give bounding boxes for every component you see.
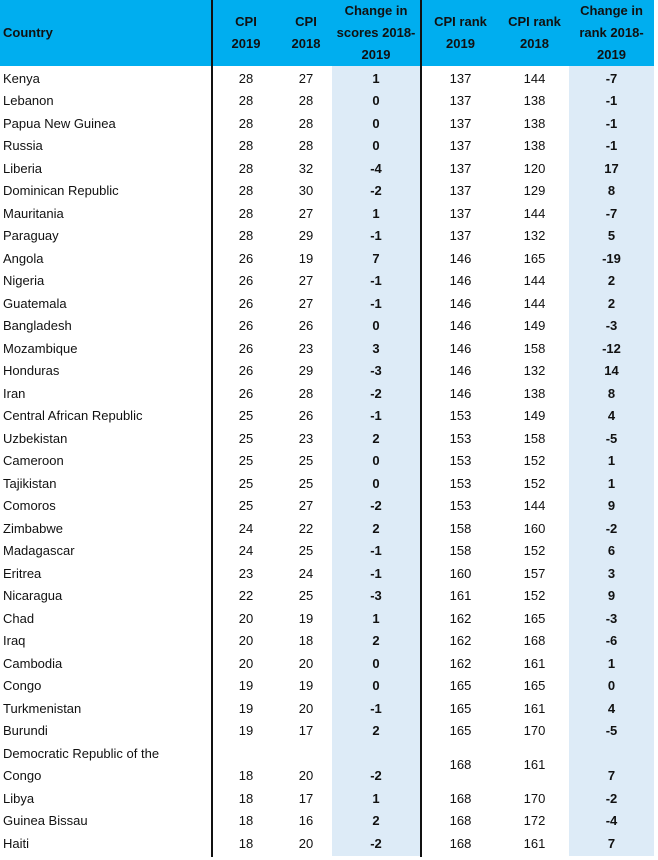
header-change-rank: Change in rank 2018- 2019 xyxy=(579,3,644,62)
cell-change-rank: 3 xyxy=(607,565,616,581)
cell-rank-2018: 165 xyxy=(523,678,546,694)
cell-cpi-2018: 27 xyxy=(298,205,314,221)
cell-cpi-2019: 26 xyxy=(238,385,254,401)
cell-country: Haiti xyxy=(3,835,30,851)
cell-rank-2018: 129 xyxy=(523,183,546,199)
cell-rank-2019: 137 xyxy=(449,70,472,86)
cell-change-scores: 1 xyxy=(372,205,380,221)
cell-rank-2018: 170 xyxy=(523,723,546,739)
cell-cpi-2019: 18 xyxy=(238,813,254,829)
table-row xyxy=(0,428,654,451)
cell-country: Iraq xyxy=(3,633,26,649)
cell-change-scores: -2 xyxy=(370,835,382,851)
cell-cpi-2019: 20 xyxy=(238,655,254,671)
cell-rank-2019: 153 xyxy=(449,475,472,491)
cell-cpi-2019: 26 xyxy=(238,295,254,311)
cell-cpi-2019: 18 xyxy=(238,835,254,851)
header-change-scores: Change in scores 2018- 2019 xyxy=(336,3,416,62)
cell-rank-2019: 146 xyxy=(449,385,472,401)
cell-country: Central African Republic xyxy=(3,408,143,424)
cell-cpi-2018: 29 xyxy=(298,228,314,244)
table-row xyxy=(0,698,654,721)
cell-change-rank: 8 xyxy=(607,183,616,199)
cell-rank-2019: 137 xyxy=(449,138,472,154)
cell-country: Cambodia xyxy=(3,655,63,671)
cell-rank-2019: 165 xyxy=(449,678,472,694)
cell-cpi-2019: 23 xyxy=(238,565,254,581)
cell-cpi-2019: 20 xyxy=(238,633,254,649)
cell-country: Kenya xyxy=(3,70,40,86)
cell-rank-2018: 161 xyxy=(523,757,546,772)
cell-change-rank: 1 xyxy=(607,475,616,491)
cell-change-rank: 17 xyxy=(604,160,619,176)
cell-cpi-2018: 20 xyxy=(298,655,314,671)
cell-country: Bangladesh xyxy=(3,318,72,334)
cell-country: Uzbekistan xyxy=(3,430,68,446)
cell-rank-2019: 162 xyxy=(449,610,472,626)
cell-change-scores: -1 xyxy=(370,565,382,581)
cell-cpi-2019: 19 xyxy=(238,678,254,694)
cell-change-scores: -1 xyxy=(370,273,382,289)
table-row xyxy=(0,563,654,586)
cell-country: Liberia xyxy=(3,160,43,176)
table-row xyxy=(0,203,654,226)
cell-rank-2019: 153 xyxy=(449,408,472,424)
cell-cpi-2018: 16 xyxy=(298,813,314,829)
cell-rank-2019: 137 xyxy=(449,93,472,109)
cell-change-scores: -2 xyxy=(370,498,382,514)
cell-country: Chad xyxy=(3,610,35,626)
cell-change-rank: 14 xyxy=(604,363,619,379)
cell-change-scores: 3 xyxy=(372,340,380,356)
table-row xyxy=(0,90,654,113)
cell-change-scores: 1 xyxy=(372,70,380,86)
cell-change-rank: 7 xyxy=(607,835,616,851)
cell-change-scores: 2 xyxy=(372,430,380,446)
cell-country: Cameroon xyxy=(3,453,64,469)
cell-rank-2019: 153 xyxy=(449,430,472,446)
cell-change-rank-value: 7 xyxy=(607,768,616,784)
cell-cpi-2019: 26 xyxy=(238,273,254,289)
cell-change-rank: -3 xyxy=(605,318,618,334)
cell-country: Lebanon xyxy=(3,93,54,109)
cell-cpi-2018: 28 xyxy=(298,115,314,131)
cell-change-scores: -1 xyxy=(370,543,382,559)
cell-country: Eritrea xyxy=(3,565,42,581)
cell-rank-2019: 158 xyxy=(449,543,472,559)
cell-cpi-2018: 32 xyxy=(298,160,314,176)
cell-change-rank: -2 xyxy=(605,790,618,806)
cell-cpi-2019: 28 xyxy=(238,138,254,154)
cell-cpi-2018: 22 xyxy=(298,520,314,536)
cell-cpi-2018: 18 xyxy=(298,633,314,649)
cell-rank-2018: 144 xyxy=(523,498,546,514)
cell-rank-2019: 137 xyxy=(449,115,472,131)
cell-change-rank: -1 xyxy=(605,138,618,154)
cell-rank-2018: 158 xyxy=(523,340,546,356)
cell-change-scores: -3 xyxy=(370,363,382,379)
cell-rank-2018: 158 xyxy=(523,430,546,446)
cell-cpi-2018: 19 xyxy=(298,678,314,694)
table-row xyxy=(0,270,654,293)
cell-rank-2018: 144 xyxy=(523,205,546,221)
cell-cpi-2018: 26 xyxy=(298,408,314,424)
cell-cpi-2019: 28 xyxy=(238,115,254,131)
table-row xyxy=(0,495,654,518)
cell-cpi-2019: 28 xyxy=(238,70,254,86)
cell-rank-2018: 152 xyxy=(523,543,546,559)
cell-change-scores xyxy=(332,743,420,788)
cell-change-scores: 0 xyxy=(372,453,380,469)
table-row xyxy=(0,743,654,788)
cell-cpi-2019: 28 xyxy=(238,160,254,176)
table-row xyxy=(0,540,654,563)
cell-cpi-2019: 26 xyxy=(238,318,254,334)
cell-rank-2019: 168 xyxy=(449,813,472,829)
table-row xyxy=(0,833,654,856)
cell-cpi-2019: 25 xyxy=(238,408,254,424)
cell-cpi-2019: 28 xyxy=(238,93,254,109)
cell-rank-2018: 170 xyxy=(523,790,546,806)
cell-change-scores: 0 xyxy=(372,138,380,154)
cell-rank-2018: 149 xyxy=(523,318,546,334)
cell-rank-2018: 149 xyxy=(523,408,546,424)
table-row xyxy=(0,630,654,653)
cell-change-scores: 1 xyxy=(372,790,380,806)
cell-change-scores: 7 xyxy=(372,250,380,266)
cell-rank-2019: 162 xyxy=(449,633,472,649)
cell-cpi-2019 xyxy=(212,743,280,788)
cell-change-rank: 5 xyxy=(607,228,616,244)
cell-rank-2019: 146 xyxy=(449,295,472,311)
cell-country: Congo xyxy=(3,678,42,694)
cell-rank-2019: 160 xyxy=(449,565,472,581)
cell-change-rank: 2 xyxy=(607,273,616,289)
cell-rank-2019: 165 xyxy=(449,723,472,739)
cell-rank-2018: 152 xyxy=(523,588,546,604)
cell-rank-2018: 138 xyxy=(523,115,546,131)
cell-change-scores: 2 xyxy=(372,813,380,829)
cell-country: Paraguay xyxy=(3,228,59,244)
cell-country: Tajikistan xyxy=(3,475,57,491)
cell-rank-2019: 146 xyxy=(449,273,472,289)
cell-cpi-2018: 25 xyxy=(298,588,314,604)
cell-change-rank: 4 xyxy=(607,700,616,716)
cell-cpi-2018: 27 xyxy=(298,273,314,289)
cell-cpi-2019: 19 xyxy=(238,723,254,739)
cell-cpi-2018: 17 xyxy=(298,723,314,739)
column-divider xyxy=(420,0,422,857)
table-row xyxy=(0,810,654,833)
cell-cpi-2019: 22 xyxy=(238,588,254,604)
table-row xyxy=(0,450,654,473)
cell-change-rank: 2 xyxy=(607,295,616,311)
table-row xyxy=(0,135,654,158)
cell-change-scores: 0 xyxy=(372,655,380,671)
cell-rank-2018: 120 xyxy=(523,160,546,176)
cell-rank-2019: 153 xyxy=(449,453,472,469)
table-row xyxy=(0,473,654,496)
cell-rank-2019: 153 xyxy=(449,498,472,514)
cell-rank-2019: 168 xyxy=(449,790,472,806)
cell-rank-2019: 137 xyxy=(449,183,472,199)
cell-change-rank: -3 xyxy=(605,610,618,626)
header-country: Country xyxy=(3,25,53,40)
cell-country: Honduras xyxy=(3,363,60,379)
cell-cpi-2019: 25 xyxy=(238,430,254,446)
table-row xyxy=(0,585,654,608)
cell-rank-2018: 144 xyxy=(523,273,546,289)
cell-country: Democratic Republic of the Congo xyxy=(3,745,160,784)
cell-cpi-2019: 19 xyxy=(238,700,254,716)
cell-change-scores: 2 xyxy=(372,723,380,739)
cell-cpi-2019-value: 18 xyxy=(238,768,254,784)
cell-change-rank: -4 xyxy=(605,813,618,829)
cell-rank-2019: 146 xyxy=(449,363,472,379)
cell-cpi-2018: 25 xyxy=(298,453,314,469)
cell-cpi-2019: 24 xyxy=(238,520,254,536)
table-row xyxy=(0,788,654,811)
cell-cpi-2018: 19 xyxy=(298,610,314,626)
cell-change-scores: -1 xyxy=(370,700,382,716)
cell-cpi-2018: 25 xyxy=(298,543,314,559)
cell-rank-2019: 168 xyxy=(449,835,472,851)
cell-change-scores: -2 xyxy=(370,183,382,199)
cell-change-scores: -3 xyxy=(370,588,382,604)
cell-rank-2019: 146 xyxy=(449,340,472,356)
cell-country: Mozambique xyxy=(3,340,78,356)
cell-change-rank: -6 xyxy=(605,633,618,649)
cell-country: Nigeria xyxy=(3,273,45,289)
cell-change-rank: 1 xyxy=(607,655,616,671)
table-row xyxy=(0,675,654,698)
cell-rank-2018: 165 xyxy=(523,610,546,626)
cell-cpi-2018: 28 xyxy=(298,138,314,154)
cell-rank-2018: 144 xyxy=(523,70,546,86)
cell-rank-2019: 146 xyxy=(449,250,472,266)
cell-cpi-2019: 26 xyxy=(238,250,254,266)
cell-cpi-2019: 26 xyxy=(238,363,254,379)
table-row xyxy=(0,653,654,676)
cell-rank-2019: 137 xyxy=(449,228,472,244)
cell-change-rank: 8 xyxy=(607,385,616,401)
table-row xyxy=(0,338,654,361)
table-row xyxy=(0,360,654,383)
cell-rank-2018: 152 xyxy=(523,453,546,469)
cell-rank-2019: 165 xyxy=(449,700,472,716)
cell-country: Zimbabwe xyxy=(3,520,63,536)
table-row xyxy=(0,608,654,631)
table-row xyxy=(0,248,654,271)
cell-rank-2019: 168 xyxy=(449,757,472,772)
cell-country: Papua New Guinea xyxy=(3,115,116,131)
cell-cpi-2019: 18 xyxy=(238,790,254,806)
cell-change-rank: -2 xyxy=(605,520,618,536)
header-rank-2019: CPI rank 2019 xyxy=(434,14,487,51)
cell-change-rank: 6 xyxy=(607,543,616,559)
cell-change-scores: 2 xyxy=(372,520,380,536)
cell-country: Comoros xyxy=(3,498,56,514)
column-divider xyxy=(211,0,213,857)
cell-country: Angola xyxy=(3,250,44,266)
cell-change-rank: -7 xyxy=(605,70,618,86)
cell-cpi-2018: 24 xyxy=(298,565,314,581)
cell-cpi-2018: 23 xyxy=(298,340,314,356)
cell-cpi-2018 xyxy=(280,743,332,788)
table-row xyxy=(0,180,654,203)
cell-change-scores: 0 xyxy=(372,318,380,334)
cell-change-scores: 0 xyxy=(372,475,380,491)
cell-rank-2019: 137 xyxy=(449,205,472,221)
cell-change-scores: 0 xyxy=(372,115,380,131)
cell-country: Burundi xyxy=(3,723,48,739)
cell-country: Nicaragua xyxy=(3,588,63,604)
cell-rank-2018: 144 xyxy=(523,295,546,311)
cell-change-rank xyxy=(569,743,654,788)
table-row xyxy=(0,225,654,248)
cell-change-rank: -5 xyxy=(605,723,618,739)
cell-cpi-2018: 20 xyxy=(298,835,314,851)
cell-rank-2019: 146 xyxy=(449,318,472,334)
cell-cpi-2018: 25 xyxy=(298,475,314,491)
cell-country: Mauritania xyxy=(3,205,64,221)
cell-cpi-2018: 27 xyxy=(298,498,314,514)
cell-change-scores: 0 xyxy=(372,93,380,109)
cell-rank-2018: 138 xyxy=(523,385,546,401)
cell-change-rank: -1 xyxy=(605,115,618,131)
cell-cpi-2019: 24 xyxy=(238,543,254,559)
cell-change-rank: 4 xyxy=(607,408,616,424)
cell-rank-2018: 172 xyxy=(523,813,546,829)
cell-change-scores: -1 xyxy=(370,295,382,311)
cell-change-rank: -5 xyxy=(605,430,618,446)
cell-rank-2019: 158 xyxy=(449,520,472,536)
cell-cpi-2018: 17 xyxy=(298,790,314,806)
cell-change-rank: -12 xyxy=(602,340,621,356)
table-row xyxy=(0,68,654,91)
table-header xyxy=(0,0,654,66)
cell-change-scores: 2 xyxy=(372,633,380,649)
table-row xyxy=(0,405,654,428)
table-row xyxy=(0,113,654,136)
cell-cpi-2019: 28 xyxy=(238,205,254,221)
cell-change-scores: 0 xyxy=(372,678,380,694)
cell-cpi-2019: 28 xyxy=(238,183,254,199)
cell-cpi-2019: 25 xyxy=(238,453,254,469)
header-cpi-2018: CPI 2018 xyxy=(291,14,321,51)
cell-cpi-2018: 27 xyxy=(298,70,314,86)
cell-change-scores: 1 xyxy=(372,610,380,626)
cell-rank-2018: 161 xyxy=(523,835,546,851)
cell-country: Russia xyxy=(3,138,43,154)
cell-cpi-2018: 28 xyxy=(298,385,314,401)
cell-country: Madagascar xyxy=(3,543,75,559)
cell-cpi-2018: 28 xyxy=(298,93,314,109)
cell-cpi-2018: 27 xyxy=(298,295,314,311)
cell-change-rank: -7 xyxy=(605,205,618,221)
cell-rank-2018: 132 xyxy=(523,363,546,379)
cell-rank-2018: 165 xyxy=(523,250,546,266)
cell-change-rank: 1 xyxy=(607,453,616,469)
cell-country: Libya xyxy=(3,790,35,806)
cell-change-scores: -1 xyxy=(370,408,382,424)
cell-cpi-2019: 28 xyxy=(238,228,254,244)
cell-change-rank: 9 xyxy=(607,498,616,514)
cell-rank-2018: 161 xyxy=(523,655,546,671)
cell-cpi-2018: 30 xyxy=(298,183,314,199)
cell-country: Iran xyxy=(3,385,26,401)
table-row xyxy=(0,518,654,541)
cell-cpi-2018: 23 xyxy=(298,430,314,446)
cell-cpi-2018: 29 xyxy=(298,363,314,379)
cell-rank-2019: 137 xyxy=(449,160,472,176)
cell-rank-2019: 161 xyxy=(449,588,472,604)
cell-change-rank: 9 xyxy=(607,588,616,604)
cell-cpi-2019: 25 xyxy=(238,498,254,514)
cell-rank-2019: 162 xyxy=(449,655,472,671)
cell-change-rank: -19 xyxy=(602,250,621,266)
table-row xyxy=(0,383,654,406)
table-row xyxy=(0,720,654,743)
cell-rank-2018: 161 xyxy=(523,700,546,716)
cell-cpi-2018: 26 xyxy=(298,318,314,334)
cell-change-scores: -4 xyxy=(370,160,382,176)
cell-cpi-2019: 25 xyxy=(238,475,254,491)
cell-rank-2018: 157 xyxy=(523,565,546,581)
cell-cpi-2018-value: 20 xyxy=(298,768,314,784)
cell-country: Guatemala xyxy=(3,295,67,311)
cell-rank-2018: 138 xyxy=(523,93,546,109)
header-cpi-2019: CPI 2019 xyxy=(231,14,261,51)
cell-country: Dominican Republic xyxy=(3,183,119,199)
header-rank-2018: CPI rank 2018 xyxy=(508,14,561,51)
cell-rank-2018: 160 xyxy=(523,520,546,536)
cell-rank-2018: 138 xyxy=(523,138,546,154)
cell-cpi-2018: 20 xyxy=(298,700,314,716)
cell-change-scores-value: -2 xyxy=(370,768,382,784)
cell-rank-2018: 168 xyxy=(523,633,546,649)
cell-change-rank: 0 xyxy=(607,678,616,694)
table-row xyxy=(0,158,654,181)
cell-change-scores: -1 xyxy=(370,228,382,244)
cell-change-rank: -1 xyxy=(605,93,618,109)
cell-cpi-2018: 19 xyxy=(298,250,314,266)
table-row xyxy=(0,315,654,338)
cell-rank-2018: 152 xyxy=(523,475,546,491)
cell-country: Turkmenistan xyxy=(3,700,82,716)
cell-country: Guinea Bissau xyxy=(3,813,88,829)
cell-cpi-2019: 26 xyxy=(238,340,254,356)
cell-cpi-2019: 20 xyxy=(238,610,254,626)
table-row xyxy=(0,293,654,316)
cell-change-scores: -2 xyxy=(370,385,382,401)
cell-rank-2018: 132 xyxy=(523,228,546,244)
